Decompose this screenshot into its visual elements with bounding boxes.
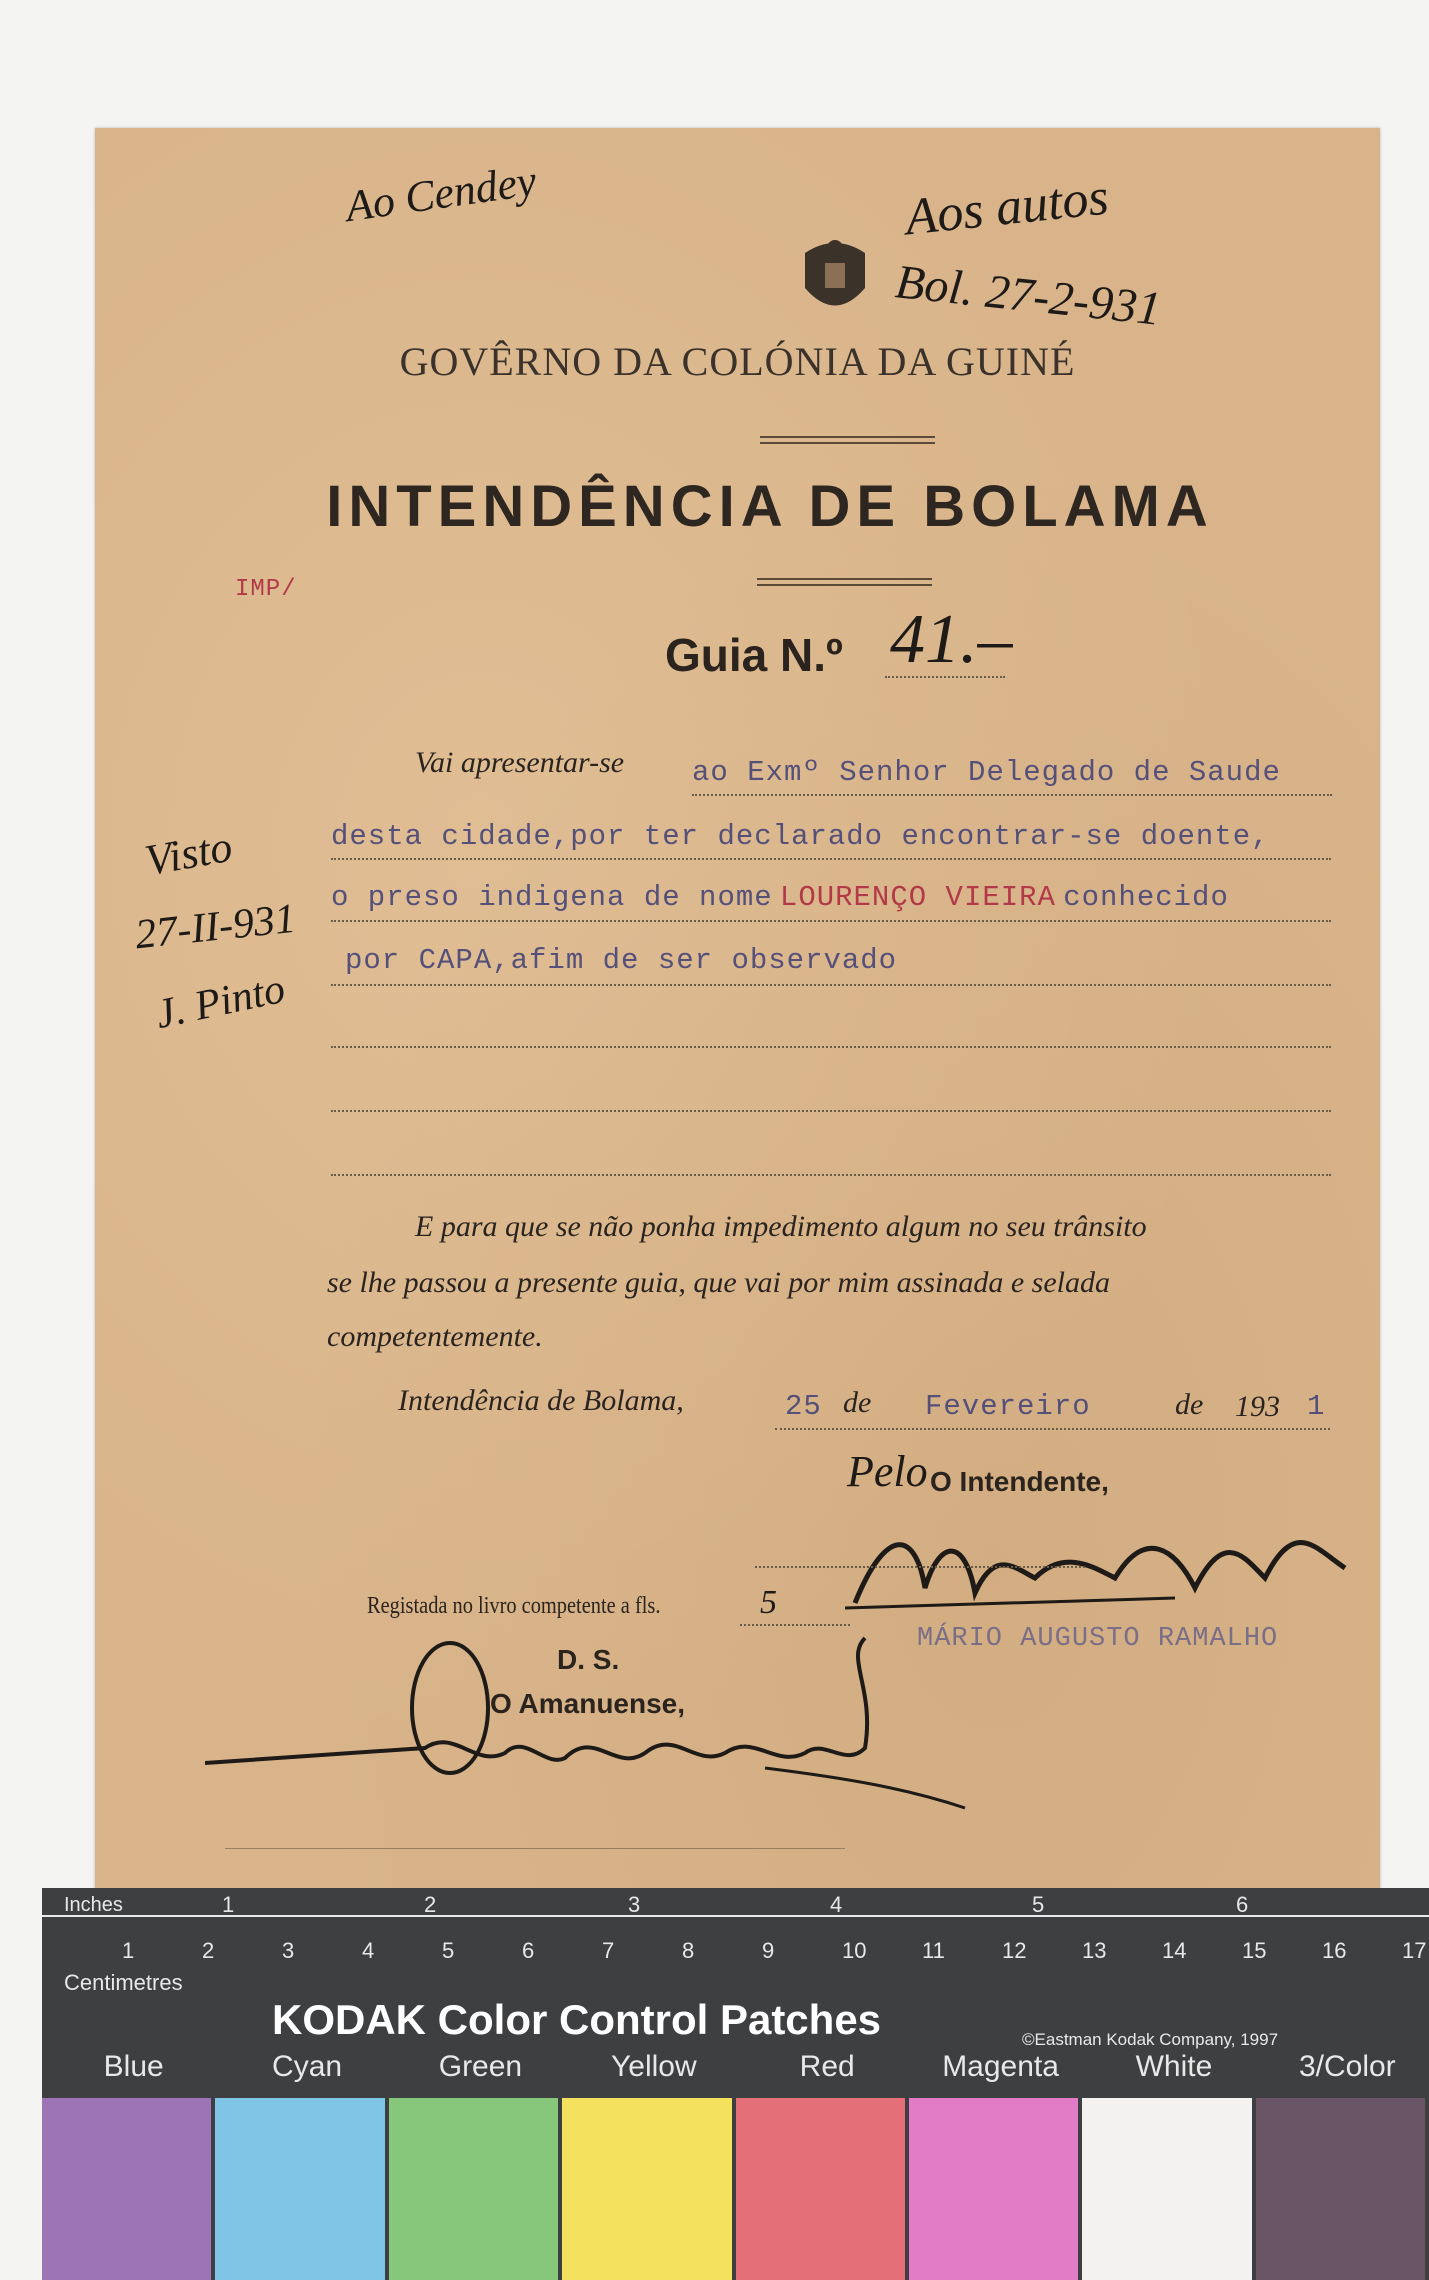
cm-7: 7 bbox=[602, 1938, 615, 1963]
date-month: Fevereiro bbox=[925, 1390, 1091, 1423]
intendente-name: MÁRIO AUGUSTO RAMALHO bbox=[917, 1624, 1279, 1654]
registada-text: Registada no livro competente a fls. bbox=[367, 1593, 661, 1619]
date-de-2: de bbox=[1175, 1388, 1204, 1421]
body-line-3-b: conhecido bbox=[1063, 881, 1229, 914]
cm-3: 3 bbox=[282, 1938, 295, 1963]
body-line-1: ao Exmº Senhor Delegado de Saude bbox=[692, 756, 1281, 789]
registada-fls: 5 bbox=[760, 1584, 777, 1621]
header-divider-1 bbox=[760, 436, 935, 438]
patch-label: Magenta bbox=[942, 2050, 1059, 2083]
inch-1: 1 bbox=[222, 1892, 235, 1917]
intendente-label: O Intendente, bbox=[930, 1466, 1109, 1497]
date-de-1: de bbox=[843, 1386, 872, 1419]
header-divider-2b bbox=[757, 584, 932, 586]
cm-8: 8 bbox=[682, 1938, 695, 1963]
inches-label: Inches bbox=[64, 1894, 123, 1916]
kodak-color-target bbox=[42, 1888, 1429, 2280]
inch-3: 3 bbox=[628, 1892, 641, 1917]
intendente-signature-line bbox=[755, 1566, 1085, 1568]
color-patch bbox=[215, 2098, 384, 2280]
patch-label: Green bbox=[438, 2050, 523, 2083]
closing-line-3: competentemente. bbox=[327, 1320, 543, 1353]
ds-label: D. S. bbox=[557, 1644, 620, 1675]
body-line-5-dots bbox=[331, 1046, 1331, 1048]
date-dots bbox=[775, 1428, 1330, 1430]
cm-1: 1 bbox=[122, 1938, 135, 1963]
guia-label: Guia N.º bbox=[665, 629, 843, 681]
body-line-3 bbox=[331, 880, 1229, 914]
cm-5: 5 bbox=[442, 1938, 455, 1963]
header-divider-1b bbox=[760, 442, 935, 444]
cm-4: 4 bbox=[362, 1938, 375, 1963]
color-patch bbox=[909, 2098, 1078, 2280]
intendente-prefix: Pelo bbox=[847, 1447, 928, 1496]
color-patch bbox=[389, 2098, 558, 2280]
body-line-2: desta cidade,por ter declarado encontrar-se doente, bbox=[331, 820, 1270, 853]
patch-label: 3/Color bbox=[1298, 2050, 1396, 2083]
amanuense-rule bbox=[225, 1848, 845, 1849]
cm-12: 12 bbox=[1002, 1938, 1027, 1963]
cm-14: 14 bbox=[1162, 1938, 1187, 1963]
body-line-1-dots bbox=[692, 794, 1332, 796]
inch-2: 2 bbox=[424, 1892, 437, 1917]
guia-number: 41.– bbox=[890, 601, 1013, 678]
handwritten-date-top-right: Bol. 27-2-931 bbox=[892, 255, 1164, 336]
cm-10: 10 bbox=[842, 1938, 867, 1963]
document-sheet bbox=[95, 128, 1380, 1920]
date-year-typed: 1 bbox=[1307, 1390, 1326, 1423]
cm-17: 17 bbox=[1402, 1938, 1427, 1963]
cm-15: 15 bbox=[1242, 1938, 1267, 1963]
centimetres-label: Centimetres bbox=[64, 1970, 183, 1995]
inch-5: 5 bbox=[1032, 1892, 1045, 1917]
cm-2: 2 bbox=[202, 1938, 215, 1963]
patch-label: Yellow bbox=[611, 2050, 697, 2083]
closing-line-2: se lhe passou a presente guia, que vai por mim assinada e selada bbox=[327, 1266, 1110, 1299]
closing-line-1: E para que se não ponha impedimento algum no seu trânsito bbox=[415, 1210, 1147, 1243]
body-line-3-dots bbox=[331, 920, 1331, 922]
inch-4: 4 bbox=[830, 1892, 843, 1917]
body-line-4-dots bbox=[331, 984, 1331, 986]
coat-of-arms-icon bbox=[795, 233, 875, 323]
body-line-3-a: o preso indigena de nome bbox=[331, 881, 773, 914]
intro-text: Vai apresentar-se bbox=[415, 746, 625, 779]
cm-9: 9 bbox=[762, 1938, 775, 1963]
registada-dots bbox=[740, 1624, 850, 1626]
margin-note-initials: J. Pinto bbox=[151, 965, 289, 1039]
office-title: INTENDÊNCIA DE BOLAMA bbox=[326, 474, 1214, 539]
detainee-name: LOURENÇO VIEIRA bbox=[779, 881, 1056, 914]
color-patch bbox=[42, 2098, 211, 2280]
color-patch bbox=[736, 2098, 905, 2280]
body-line-7-dots bbox=[331, 1174, 1331, 1176]
color-patch bbox=[562, 2098, 731, 2280]
cm-16: 16 bbox=[1322, 1938, 1347, 1963]
government-title: GOVÊRNO DA COLÓNIA DA GUINÉ bbox=[399, 339, 1076, 384]
cm-13: 13 bbox=[1082, 1938, 1107, 1963]
handwritten-note-top-left: Ao Cendey bbox=[342, 155, 540, 232]
date-day: 25 bbox=[785, 1390, 822, 1423]
body-line-6-dots bbox=[331, 1110, 1331, 1112]
place-label: Intendência de Bolama, bbox=[398, 1384, 684, 1417]
kodak-copyright: ©Eastman Kodak Company, 1997 bbox=[1022, 2030, 1279, 2049]
margin-note-date: 27-II-931 bbox=[133, 895, 298, 959]
amanuense-label: O Amanuense, bbox=[490, 1688, 686, 1719]
inch-6: 6 bbox=[1236, 1892, 1249, 1917]
cm-6: 6 bbox=[522, 1938, 535, 1963]
header-divider-2 bbox=[757, 578, 932, 580]
guia-number-line bbox=[885, 676, 1005, 678]
body-line-4: por CAPA,afim de ser observado bbox=[345, 944, 898, 977]
patch-label: Blue bbox=[103, 2050, 164, 2083]
patch-label: Red bbox=[799, 2050, 855, 2083]
amanuense-signature bbox=[205, 1628, 1185, 1828]
date-year-printed: 193 bbox=[1235, 1390, 1280, 1423]
cm-11: 11 bbox=[922, 1938, 945, 1963]
kodak-title: KODAK Color Control Patches bbox=[272, 1996, 882, 2043]
margin-note-visto: Visto bbox=[141, 821, 236, 886]
handwritten-note-top-right: Aos autos bbox=[902, 168, 1112, 247]
color-patch bbox=[1082, 2098, 1251, 2280]
patch-label: White bbox=[1135, 2050, 1213, 2083]
stamp-code: IMP/ bbox=[235, 576, 297, 603]
patch-label: Cyan bbox=[272, 2050, 343, 2083]
ruler-ticks bbox=[42, 1888, 1429, 1978]
color-patch bbox=[1256, 2098, 1425, 2280]
intendente-signature bbox=[845, 1508, 1365, 1628]
body-line-2-dots bbox=[331, 858, 1331, 860]
